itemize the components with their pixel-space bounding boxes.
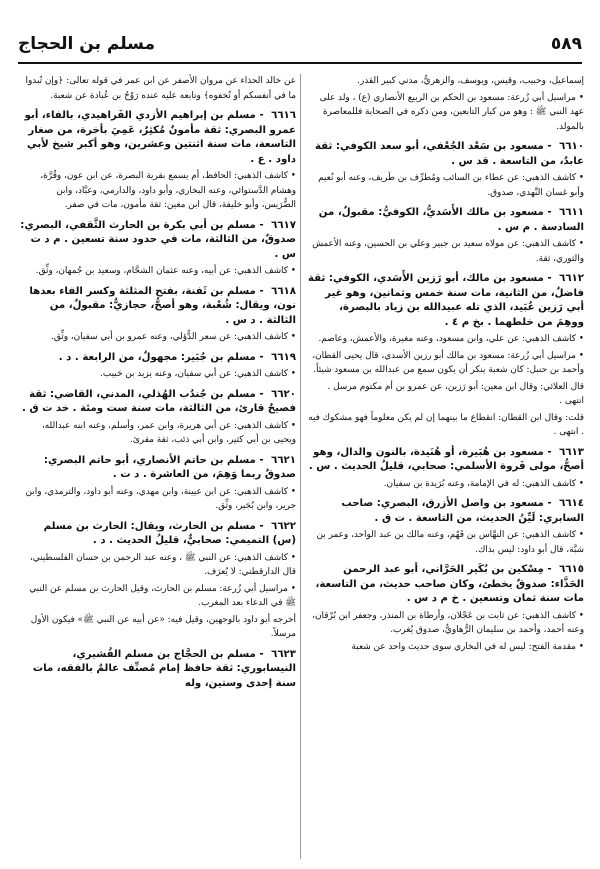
page-number: ٥٨٩ [550,34,582,54]
entry-heading-text: مسعود بن واصل الأزرق، البصري: صاحب السابري: لَيِّنُ الحديث، من التاسعة . ت ق . [341,498,584,524]
paragraph: • كاشف الذهبي: عن ثابت بن عَجْلان، وأرطاة بن المنذر، وجعفر ابن بُرْقان، وعنه أحمد، وأحمد بن سليمان الرُّهاويُّ، صدوق يُغرب. [312,610,584,635]
header-rule [18,62,582,64]
entry-heading-text: مسعود بن سَعْد الجُعْفي، أبو سعد الكوفي: ثقة عابدٌ، من التاسعة . قد س . [314,141,584,167]
entry-heading-text: مسعود بن هُبَيرة، أو هُنَيدة، بالنون والدال، وهو أصحُّ، مولى فَروة الأسلمي: صحابي، قليلُ الحديث . س . [308,446,584,472]
paragraph: • كاشف الذهبي: الحافظ، أم يسمع بقرية البصرة، عن ابن عون، وقُرَّة، وهشام الدَّستوائي، وعنه البخاري، وأبو داود، والدارمي، وعبَّاد، وابن الضُّرَيس، وأبو خليفة، قال ابن معين: ثقة مأمون، مات في صفر. [40,171,296,210]
entry-heading-text: مسلم بن جُندُب الهُذلي، المدني، القاضي: ثقة فصيحٌ قارئ، من الثالثة، مات سنة ست ومئة . خد ت ق . [22,388,296,414]
entry-heading: ٦٦١٢ - مسعود بن مالك، أبو رَزين الأَسَدي، الكوفي: ثقة فاضلٌ، من الثانية، مات سنة خمس وثمانين، وهو غير أبي رَزين عُبَيد، الذي تله عبيدالله بن زياد بالبصرة، ووهِمَ من خلطهما . بخ م ٤ . [308,273,584,328]
entry-number: ٦٦١٩ [271,351,296,363]
entry-heading: ٦٦١١ - مسعود بن مالك الأَسَديُّ، الكوفيُّ: مقبولٌ، من السادسة . م س . [318,207,584,233]
entry-heading: ٦٦١٣ - مسعود بن هُبَيرة، أو هُنَيدة، بالنون والدال، وهو أصحُّ، مولى فَروة الأسلمي: صحابي، قليلُ الحديث . س . [308,446,584,472]
entry-heading-text: مسلم بن أبي بكرة بن الحارث الثَّقفي، البصري: صدوقٌ، من الثالثة، مات في حدود سنة تسعين . م د ت س . [20,219,296,260]
entry-heading: ٦٦٢٢ - مسلم بن الحارث، ويقال: الحارث بن مسلم (س) التميمي: صحابيٌّ، قليلُ الحديث . د . [43,520,296,546]
entry-number: ٦٦١٧ [271,219,296,231]
entry-number: ٦٦٢٣ [271,648,296,660]
entry-number: ٦٦١١ [559,207,584,218]
paragraph: • كاشف الذهبي: عن النهَّاس بن قَهْم، وعنه مالك بن عبد الواحد، وعمر بن شبَّة، قال أبو داود: ليس بذاك. [316,530,584,555]
paragraph: • كاشف الذهبي: عن ابن عيينة، وابن مهدي، وعنه أبو داود، والترمذي، وابن جرير، وابن بُجَير، وثِّق. [25,486,296,511]
entry-heading-text: مسلم بن الحجَّاج بن مسلم القُشيري، النيسابوري: ثقة حافظ إمام مُصنِّف عالمٌ بالفقه، مات سنة إحدى وستين، وله [32,648,296,689]
entry-number: ٦٦١٣ [559,446,584,458]
entry-heading-text: مِسْكين بن بُكَير الحَرَّاني، أبو عبد الرحمن الحَذَّاء: صدوقٌ يخطئ، وكان صاحب حديث، من التاسعة، مات سنة ثمان وتسعين . خ م د س . [315,564,584,604]
entry-heading: ٦٦٢٠ - مسلم بن جُندُب الهُذلي، المدني، القاضي: ثقة فصيحٌ قارئ، من الثالثة، مات سنة ست ومئة . خد ت ق . [22,388,296,414]
entry-heading-text: مسلم بن حاتم الأنصاري، أبو حاتم البصري: صدوقٌ ربما وَهِمَ، من العاشرة . د ت . [43,454,296,480]
entry-heading: ٦٦١٨ - مسلم بن ثَفنة، بفتح المثلثة وكسر الفاء بعدها نون، ويقال: شُعْبة، وهو أصحُّ، حجازيٌّ: مقبولٌ، من الثالثة . د س . [29,285,296,326]
entry-number: ٦٦١٢ [559,273,584,284]
entry-number: ٦٦١٨ [271,285,296,297]
entry-heading-text: مسلم بن الحارث، ويقال: الحارث بن مسلم (س) التميمي: صحابيٌّ، قليلُ الحديث . د . [43,520,296,546]
entry-number: ٦٦١٤ [559,498,584,509]
entry-number: ٦٦٢٠ [271,388,296,400]
paragraph: • كاشف الذهبي: عن أبي سفيان، وعنه يزيد بن حَبيب. [100,369,296,379]
entry-number: ٦٦١٦ [271,110,296,121]
entry-heading-text: مسعود بن مالك الأَسَديُّ، الكوفيُّ: مقبولٌ، من السادسة . م س . [318,207,584,233]
paragraph: • كاشف الذهبي: عن سعر الدُّؤلي، وعنه عمرو بن أبي سفيان، وثِّق. [51,332,296,342]
entry-number: ٦٦٢١ [271,454,296,466]
paragraph: • كاشف الذهبي: عن النبي ﷺ ، وعنه عبد الرحمن بن حسان الفلسطيني، قال الدارقطني: لا يُعرَف. [29,552,296,577]
paragraph: • كاشف الذهبي: عن مولاه سعيد بن جبير وعلي بن الحسين، وعنه الأعمش والثوري، ثقة. [312,239,584,264]
paragraph: قلت: وقال ابن القطان: انقطاع ما بينهما إن لم يكن معلوماً فهو مشكوك فيه . انتهى . [308,412,584,437]
entry-heading-text: مسلم بن جُبَير: مجهولٌ، من الرابعة . د . [58,351,256,363]
entry-heading: ٦٦١٦ - مسلم بن إبراهيم الأزدي الفَراهيدي، بالفاء، أبو عمرو البصري: ثقة مأمونٌ مُكثِرٌ، عَمِيَ بأخرة، من صغار التاسعة، مات سنة اثنتين وعشرين، وهو أكبر شيخ لأبي داود . ع . [24,110,296,165]
entry-heading: ٦٦١٤ - مسعود بن واصل الأزرق، البصري: صاحب السابري: لَيِّنُ الحديث، من التاسعة . ت ق . [341,498,584,524]
paragraph: • كاشف الذهبي: له في الإمامة، وعنه بُرَيدة بن سفيان. [383,478,584,489]
page-header [18,28,582,68]
paragraph: • مقدمة الفتح: ليس له في البخاري سوى حديث واحد عن شعبة [351,641,584,652]
entry-heading-text: مسلم بن إبراهيم الأزدي الفَراهيدي، بالفاء، أبو عمرو البصري: ثقة مأمونٌ مُكثِرٌ، عَمِيَ بأخرة، من صغار التاسعة، مات سنة اثنتين وعشرين، وهو أكبر شيخ لأبي داود . ع . [24,110,296,165]
paragraph: • كاشف الذهبي: عن علي، وابن مسعود، وعنه مغيرة، والأعمش، وعاصم. [318,334,584,344]
entry-heading: ٦٦٢١ - مسلم بن حاتم الأنصاري، أبو حاتم البصري: صدوقٌ ربما وَهِمَ، من العاشرة . د ت . [43,454,296,480]
paragraph: • مراسيل أبي زُرعة: مسعود بن مالك أبو رزين الأسدي، قال يحيى القطان، وأحمد بن حنبل: كان شعبة ينكر أن يكون سمع من عبدالله بن مسعود شيئاً. [312,350,584,375]
paragraph: • كاشف الذهبي: عن أبيه، وعنه عثمان الشحَّام، وسعيد بن جُمهان، وثِّق. [35,266,296,276]
column-divider [300,74,301,859]
paragraph: • كاشف الذهبي: عن أبي هريرة، وابن عمر، وأسلم، وعنه ابنه عبدالله، ويحيى بن أبي كثير، وابن أبي ذئب، ثقة مقرئ. [41,420,296,445]
entry-heading: ٦٦١٩ - مسلم بن جُبَير: مجهولٌ، من الرابعة . د . [58,351,296,363]
paragraph: • كاشف الذهبي: عن عطاء بن السائب ومُطرِّف بن طَريف، وعنه أبو نُعيم وأبو غسان النَّهدي، صدوق. [318,173,584,198]
entry-number: ٦٦١٥ [559,564,584,575]
entry-number: ٦٦٢٢ [271,520,296,532]
entry-heading: ٦٦١٠ - مسعود بن سَعْد الجُعْفي، أبو سعد الكوفي: ثقة عابدٌ، من التاسعة . قد س . [314,141,584,167]
right-column [308,74,584,859]
paragraph: إسماعيل، وحبيب، وقيس، ويوسف، والزهريُّ، مدني كبير القدر. [357,76,584,86]
left-column [20,74,296,859]
entry-heading: ٦٦٢٣ - مسلم بن الحجَّاج بن مسلم القُشيري، النيسابوري: ثقة حافظ إمام مُصنِّف عالمٌ بالفقه، مات سنة إحدى وستين، وله [32,648,296,689]
paragraph: • مراسيل أبي زُرعة: مسعود بن الحكم بن الربيع الأنصاري (ع) ، ولد على عهد النبي ﷺ : وهو من كبار التابعين، ومن ذكره في الصحابة فللمعاصرة بالمولد. [319,92,584,132]
paragraph: عن خالد الحذاء عن مروان الأصفر عن ابن عمر في قوله تعالى: ﴿وإن تُبدوا ما في أنفسكم أو تُخفوه﴾ وتابعه عليه عنده رَوْحُ بن عُبادة عن شعبة. [25,76,296,101]
entry-heading: ٦٦١٥ - مِسْكين بن بُكَير الحَرَّاني، أبو عبد الرحمن الحَذَّاء: صدوقٌ يخطئ، وكان صاحب حديث، من التاسعة، مات سنة ثمان وتسعين . خ م د س . [315,564,584,604]
entry-heading-text: مسعود بن مالك، أبو رَزين الأَسَدي، الكوفي: ثقة فاضلٌ، من الثانية، مات سنة خمس وثمانين، وهو غير أبي رَزين عُبَيد، الذي تله عبيدالله بن زياد بالبصرة، ووهِمَ من خلطهما . بخ م ٤ . [308,273,584,328]
paragraph: أخرجه أبو داود بالوجهين، وقيل فيه: «عن أبيه عن النبي ﷺ» فيكون الأول مرسلاً. [30,614,296,639]
entry-heading-text: مسلم بن ثَفنة، بفتح المثلثة وكسر الفاء بعدها نون، ويقال: شُعْبة، وهو أصحُّ، حجازيٌّ: مقبولٌ، من الثالثة . د س . [29,285,296,326]
entry-number: ٦٦١٠ [559,141,584,152]
entry-heading: ٦٦١٧ - مسلم بن أبي بكرة بن الحارث الثَّقفي، البصري: صدوقٌ، من الثالثة، مات في حدود سنة تسعين . م د ت س . [20,219,296,260]
running-title: مسلم بن الحجاج [18,34,155,54]
paragraph: قال العلائي: وقال ابن معين: أبو رَزين، عن عمرو بن أم مكتوم مرسل . انتهى . [327,381,584,406]
paragraph: • مراسيل أبي زُرعة: مسلم بن الحارث، وقيل الحارث بن مسلم عن النبي ﷺ في الدعاء بعد المغرب. [29,583,296,608]
